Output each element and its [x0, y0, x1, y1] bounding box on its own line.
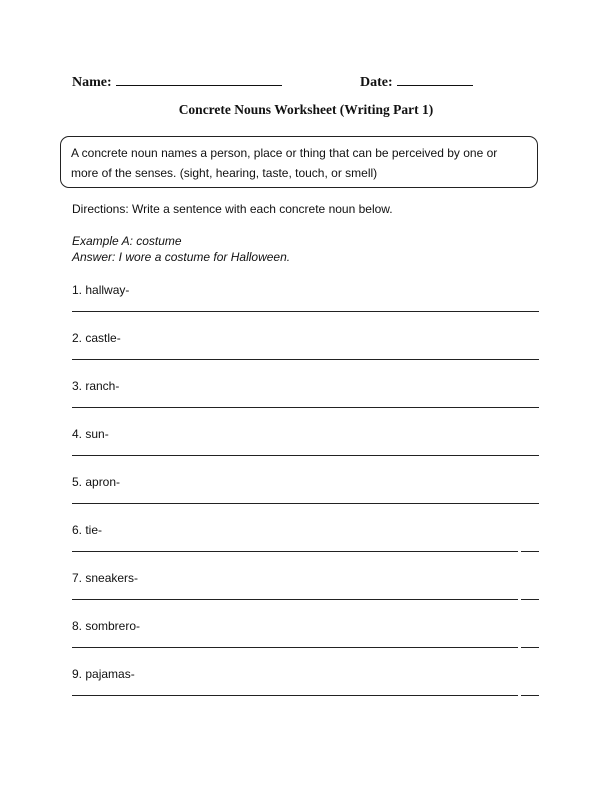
item-label: 6. tie-: [72, 523, 103, 537]
worksheet-item: [72, 283, 539, 323]
item-label: 2. castle-: [72, 331, 121, 345]
header-row: [72, 72, 542, 92]
answer-line-tail: [521, 551, 539, 552]
directions-text: Directions: Write a sentence with each concrete noun below.: [72, 202, 393, 216]
worksheet-item: [72, 427, 539, 467]
answer-line[interactable]: [72, 503, 539, 504]
worksheet-item: [72, 571, 539, 611]
answer-line-tail: [521, 695, 539, 696]
answer-line[interactable]: [72, 695, 518, 696]
item-label: 4. sun-: [72, 427, 109, 441]
worksheet-item: [72, 475, 539, 515]
name-blank-line[interactable]: [116, 72, 282, 86]
answer-line-tail: [521, 647, 539, 648]
item-label: 5. apron-: [72, 475, 121, 489]
worksheet-item: [72, 667, 539, 707]
answer-line-tail: [521, 599, 539, 600]
answer-line[interactable]: [72, 359, 539, 360]
answer-line[interactable]: [72, 455, 539, 456]
item-label: 9. pajamas-: [72, 667, 135, 681]
example-block: [72, 233, 290, 265]
date-label: Date:: [360, 75, 393, 90]
answer-line[interactable]: [72, 647, 518, 648]
answer-line[interactable]: [72, 551, 518, 552]
item-label: 1. hallway-: [72, 283, 130, 297]
definition-text: A concrete noun names a person, place or thing that can be perceived by one or more of the senses. (sight, hearing, taste, touch, or smell): [71, 146, 498, 180]
answer-line[interactable]: [72, 407, 539, 408]
item-label: 7. sneakers-: [72, 571, 139, 585]
name-field-group: [72, 72, 282, 91]
name-label: Name:: [72, 75, 112, 90]
worksheet-title: Concrete Nouns Worksheet (Writing Part 1): [178, 102, 434, 117]
answer-line[interactable]: [72, 311, 539, 312]
worksheet-item: [72, 619, 539, 659]
example-answer: Answer: I wore a costume for Halloween.: [72, 250, 291, 264]
date-blank-line[interactable]: [397, 72, 473, 86]
worksheet-item: [72, 331, 539, 371]
example-prompt: Example A: costume: [72, 234, 182, 248]
worksheet-item: [72, 523, 539, 563]
item-label: 8. sombrero-: [72, 619, 141, 633]
item-label: 3. ranch-: [72, 379, 120, 393]
worksheet-item: [72, 379, 539, 419]
date-field-group: [360, 72, 473, 91]
answer-line[interactable]: [72, 599, 518, 600]
definition-box: [60, 136, 538, 188]
